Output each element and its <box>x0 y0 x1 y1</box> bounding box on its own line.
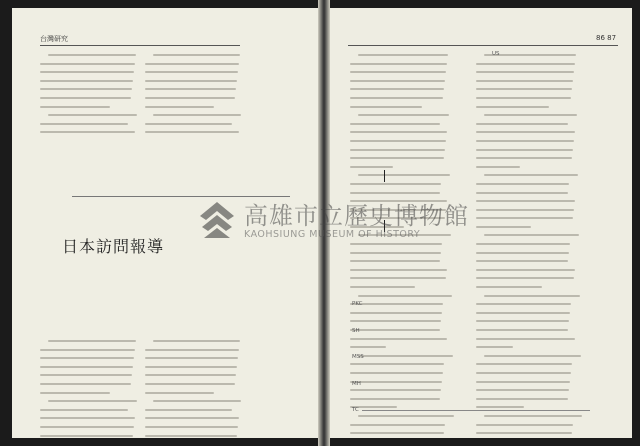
text-line <box>350 260 440 262</box>
text-line <box>40 123 128 125</box>
body-column <box>476 54 576 441</box>
header-rule <box>348 45 618 46</box>
text-line <box>484 295 580 297</box>
text-line <box>40 88 132 90</box>
text-line <box>350 286 415 288</box>
text-line <box>476 200 575 202</box>
title-rule <box>72 196 290 197</box>
text-line <box>484 174 578 176</box>
text-line <box>145 417 239 419</box>
entry-label: SH <box>352 327 360 334</box>
text-line <box>40 357 134 359</box>
text-line <box>350 157 444 159</box>
text-line <box>476 424 573 426</box>
text-line <box>476 320 569 322</box>
text-line <box>484 415 582 417</box>
text-line <box>145 123 232 125</box>
text-line <box>476 192 568 194</box>
entry-label: MSS <box>352 354 364 361</box>
entry-labels <box>352 300 382 415</box>
text-line <box>40 80 133 82</box>
text-line <box>476 398 568 400</box>
text-line <box>145 392 214 394</box>
text-line <box>153 114 241 116</box>
text-line <box>476 183 569 185</box>
text-line <box>358 174 450 176</box>
text-line <box>40 392 110 394</box>
text-line <box>476 157 572 159</box>
text-line <box>145 71 238 73</box>
museum-logo-icon <box>196 200 238 242</box>
text-line <box>476 97 571 99</box>
text-line <box>476 63 575 65</box>
text-line <box>145 349 239 351</box>
text-line <box>476 303 571 305</box>
text-line <box>350 131 447 133</box>
text-line <box>40 426 134 428</box>
entry-label: PKC <box>352 301 363 307</box>
text-line <box>350 269 447 271</box>
text-line <box>350 106 422 108</box>
text-line <box>476 209 574 211</box>
text-line <box>350 140 446 142</box>
text-line <box>145 88 236 90</box>
text-line <box>145 97 235 99</box>
text-line <box>40 71 134 73</box>
text-line <box>145 435 237 437</box>
text-line <box>476 243 570 245</box>
text-line <box>350 243 442 245</box>
text-line <box>476 80 573 82</box>
text-line <box>40 383 131 385</box>
text-line <box>484 234 579 236</box>
text-line <box>350 63 447 65</box>
article-title: 日本訪問報導 <box>62 237 165 256</box>
text-line <box>476 226 531 228</box>
margin-mark <box>384 170 385 182</box>
text-line <box>48 400 137 402</box>
text-line <box>476 286 542 288</box>
text-line <box>350 432 444 434</box>
text-line <box>476 149 573 151</box>
text-line <box>40 106 110 108</box>
text-line <box>350 123 440 125</box>
text-line <box>350 183 441 185</box>
text-line <box>358 415 454 417</box>
entry-label: US <box>492 51 500 57</box>
text-line <box>153 400 241 402</box>
text-line <box>476 123 568 125</box>
text-line <box>476 252 569 254</box>
text-line <box>40 97 131 99</box>
text-line <box>476 131 575 133</box>
text-line <box>476 217 573 219</box>
text-line <box>476 381 570 383</box>
text-line <box>358 114 449 116</box>
text-line <box>358 295 452 297</box>
text-line <box>40 63 135 65</box>
text-line <box>145 383 235 385</box>
text-line <box>350 88 444 90</box>
text-line <box>145 366 237 368</box>
text-line <box>476 432 572 434</box>
text-line <box>153 340 240 342</box>
text-line <box>476 88 572 90</box>
text-line <box>145 426 238 428</box>
watermark-name-cn: 高雄市立歷史博物館 <box>244 201 469 230</box>
running-header: 台灣研究 <box>40 35 68 43</box>
text-line <box>145 374 236 376</box>
text-line <box>145 80 237 82</box>
text-line <box>350 192 440 194</box>
text-line <box>484 355 581 357</box>
text-line <box>48 54 136 56</box>
text-line <box>40 417 135 419</box>
text-line <box>145 357 238 359</box>
body-column <box>145 54 240 140</box>
text-line <box>40 349 135 351</box>
header-rule <box>40 45 240 46</box>
text-line <box>476 260 568 262</box>
text-line <box>145 63 239 65</box>
body-column <box>145 340 240 443</box>
text-line <box>476 312 570 314</box>
text-line <box>350 149 445 151</box>
text-line <box>476 406 524 408</box>
text-line <box>476 389 569 391</box>
body-column <box>40 54 136 140</box>
text-line <box>350 97 443 99</box>
entry-label: TC <box>352 407 359 414</box>
text-line <box>476 372 571 374</box>
entry-label: MH <box>352 380 361 387</box>
text-line <box>350 80 445 82</box>
text-line <box>350 277 446 279</box>
text-line <box>48 114 137 116</box>
watermark-name-en: KAOHSIUNG MUSEUM OF HISTORY <box>244 228 421 240</box>
body-column <box>40 340 136 443</box>
text-line <box>350 166 393 168</box>
watermark <box>196 200 469 242</box>
text-line <box>40 435 133 437</box>
text-line <box>476 269 575 271</box>
text-line <box>476 277 574 279</box>
text-line <box>476 140 574 142</box>
text-line <box>358 54 448 56</box>
text-line <box>145 106 214 108</box>
text-line <box>40 131 135 133</box>
footer-rule <box>362 410 590 411</box>
text-line <box>40 409 128 411</box>
text-line <box>476 106 549 108</box>
text-line <box>40 366 133 368</box>
text-line <box>476 363 572 365</box>
text-line <box>350 71 446 73</box>
text-line <box>350 424 445 426</box>
text-line <box>476 329 568 331</box>
text-line <box>145 131 239 133</box>
page-numbers: 86 87 <box>596 34 617 42</box>
text-line <box>48 340 136 342</box>
text-line <box>476 166 520 168</box>
text-line <box>153 54 240 56</box>
text-line <box>145 409 232 411</box>
text-line <box>476 71 574 73</box>
text-line <box>484 114 577 116</box>
text-line <box>476 338 575 340</box>
text-line <box>40 374 132 376</box>
text-line <box>350 252 441 254</box>
text-line <box>476 346 513 348</box>
